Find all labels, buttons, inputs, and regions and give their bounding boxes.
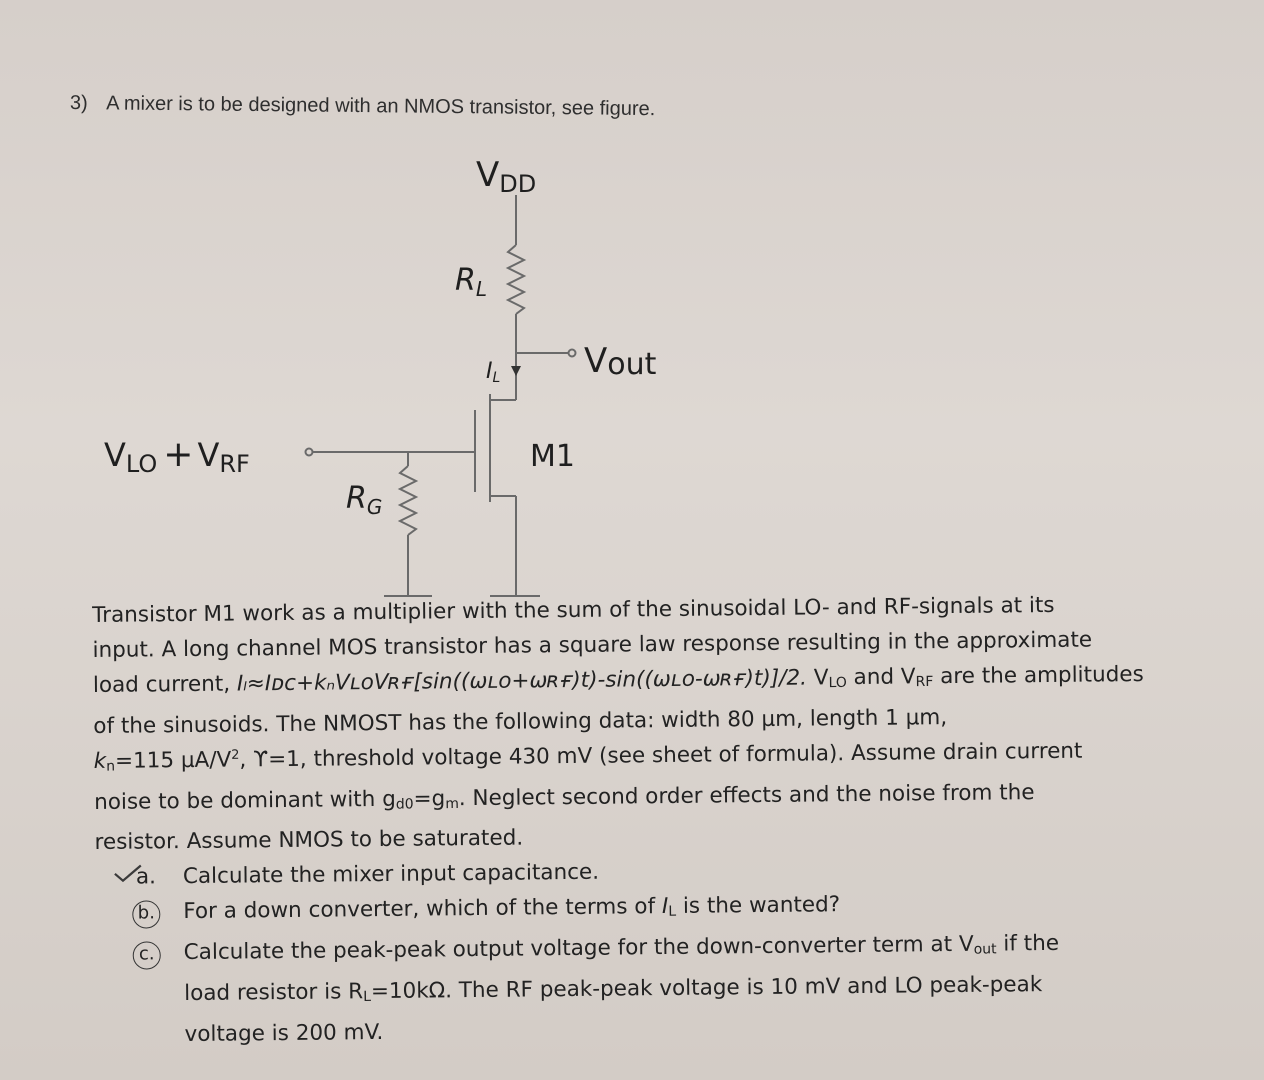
item-marker-c bbox=[128, 935, 166, 963]
para-line-3: load current, Iₗ≈Iᴅᴄ+kₙVʟᴏVʀғ[sin((ωʟᴏ+ωʀғ)t)-sin((ωʟᴏ-ωʀғ)t)]/2. $V_{LO}$ and $V_{RF}$ are the amplitudes bbox=[92, 661, 1144, 698]
rl-label: $R_L$ bbox=[455, 263, 488, 301]
vout-label: Vout bbox=[584, 341, 657, 382]
load-resistor-symbol bbox=[508, 245, 524, 314]
current-arrow-icon bbox=[511, 366, 521, 376]
item-marker-b bbox=[127, 895, 165, 923]
checkmark-icon bbox=[113, 864, 143, 884]
para-line-5: $k_n=115$ $\mu A/V^2$, ϒ=1, threshold voltage 430 mV (see sheet of formula). Assume drain current bbox=[93, 738, 1083, 775]
item-marker-a: a. bbox=[127, 860, 165, 888]
para-line-2: input. A long channel MOS transistor has a square law response resulting in the approximate bbox=[92, 627, 1093, 663]
circled-marker-icon: b. bbox=[132, 901, 160, 929]
il-label: IL bbox=[486, 359, 501, 386]
rg-label: $R_G$ bbox=[346, 481, 383, 519]
m1-label: M1 bbox=[530, 439, 575, 474]
question-number: 3) bbox=[69, 92, 88, 115]
item-c-line-3: voltage is 200 mV. bbox=[184, 1019, 384, 1047]
para-line-1: Transistor M1 work as a multiplier with the sum of the sinusoidal LO- and RF-signals at its bbox=[92, 592, 1055, 628]
vout-terminal bbox=[569, 350, 576, 357]
question-list bbox=[95, 849, 1216, 977]
circled-marker-icon: c. bbox=[133, 941, 161, 969]
gate-resistor-symbol bbox=[400, 466, 416, 535]
current-formula: Iₗ≈Iᴅᴄ+kₙVʟᴏVʀғ[sin((ωʟᴏ+ωʀғ)t)-sin((ωʟᴏ-ωʀғ)t)]/2. bbox=[236, 665, 808, 697]
question-title: A mixer is to be designed with an NMOS transistor, see figure. bbox=[106, 92, 656, 121]
item-c-text: Calculate the peak-peak output voltage for the down-converter term at $V_{out}$ if the bbox=[183, 931, 1060, 966]
input-label: VLO + VRF bbox=[104, 434, 250, 478]
problem-text bbox=[92, 586, 1217, 1052]
vdd-label: VDD bbox=[476, 155, 537, 198]
para-line-4: of the sinusoids. The NMOST has the following data: width 80 µm, length 1 µm, bbox=[93, 704, 948, 739]
para-line-7: resistor. Assume NMOS to be saturated. bbox=[94, 825, 524, 856]
item-c-line-2: load resistor is $R_L=10k\Omega$. The RF peak-peak voltage is 10 mV and LO peak-peak bbox=[184, 971, 1043, 1006]
item-b-text: For a down converter, which of the terms of $I_L$ is the wanted? bbox=[183, 892, 841, 925]
item-a-text: Calculate the mixer input capacitance. bbox=[182, 860, 600, 890]
input-terminal bbox=[306, 449, 313, 456]
para-line-6: noise to be dominant with $g_{d0}=g_m$. Neglect second order effects and the noise from the bbox=[94, 779, 1035, 815]
